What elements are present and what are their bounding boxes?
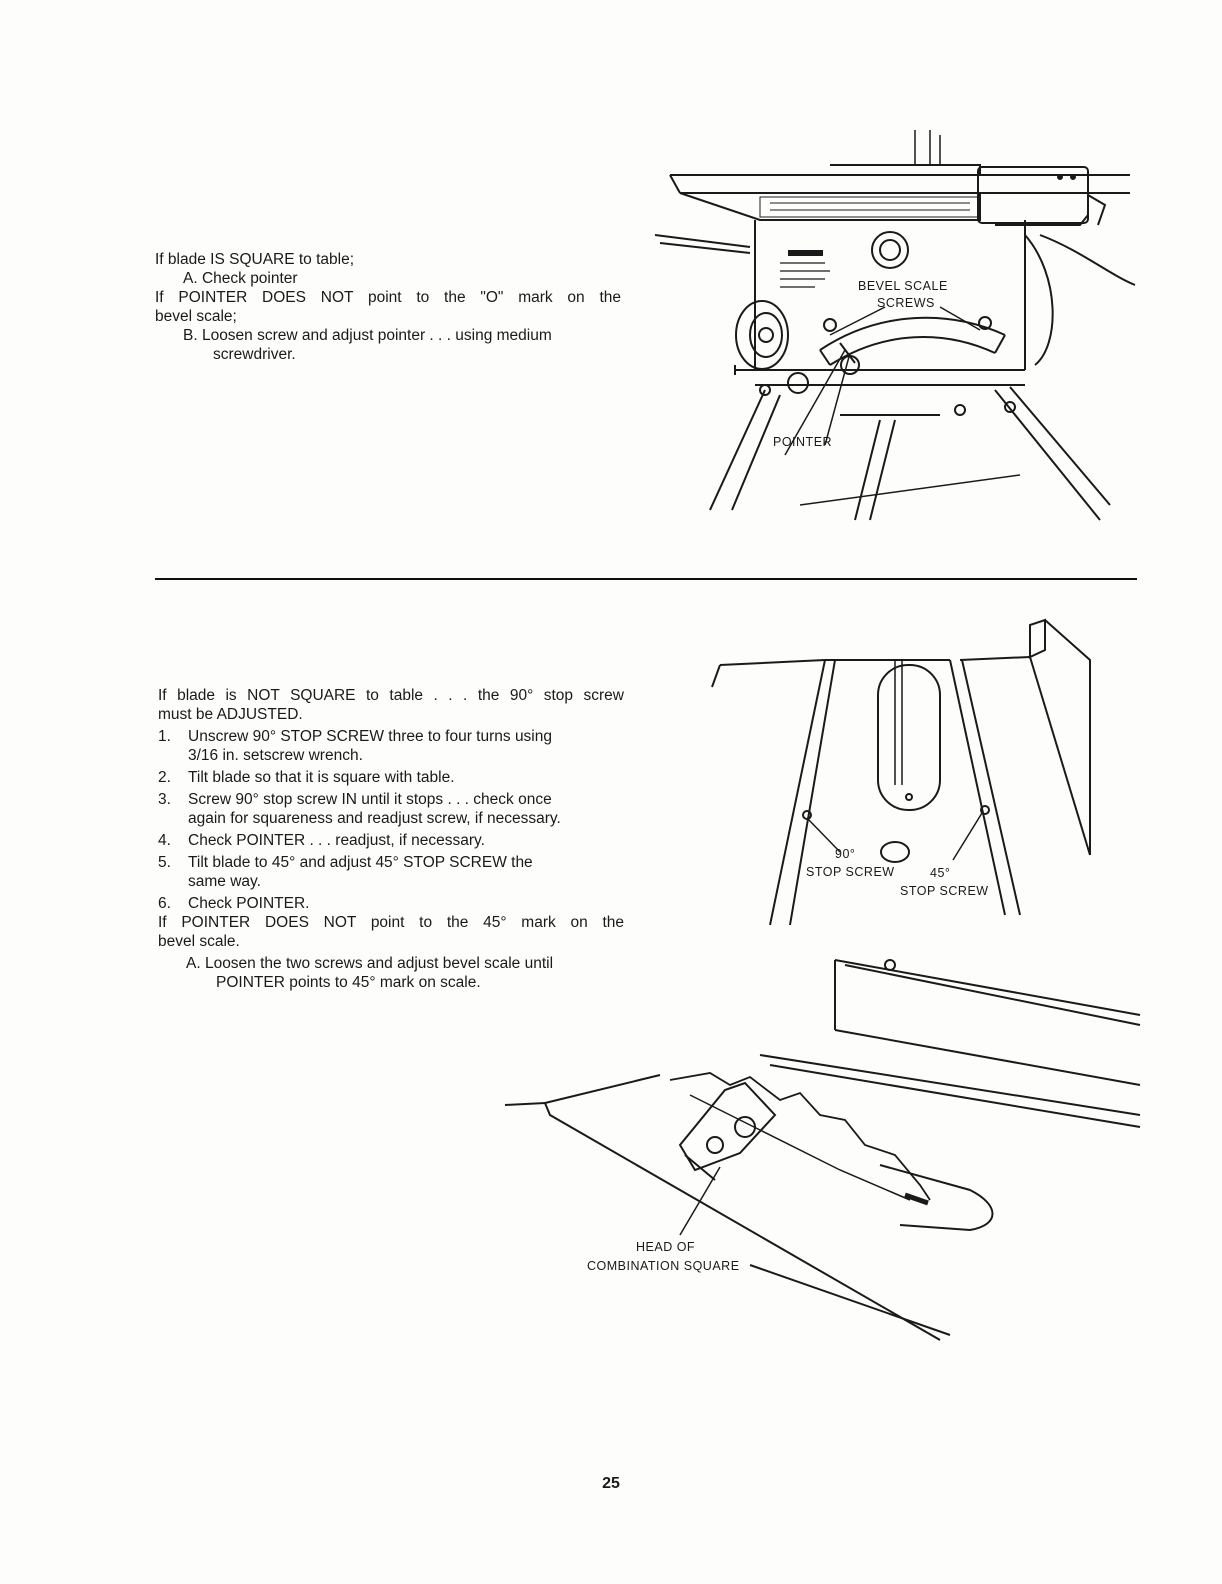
section-divider (155, 578, 1137, 580)
section-1-text (155, 250, 621, 364)
deg-45-label: 45° (930, 866, 951, 880)
step-text: Unscrew 90° STOP SCREW three to four turns using (188, 728, 552, 745)
text-line: B. Loosen screw and adjust pointer . . . using medium (183, 327, 552, 344)
stop-screw-illustration (710, 615, 1110, 935)
step-text: Tilt blade to 45° and adjust 45° STOP SCREW the (188, 854, 533, 871)
step-number: 1. (158, 728, 171, 745)
text-line: POINTER points to 45° mark on scale. (216, 974, 481, 991)
step-text: Tilt blade so that it is square with table. (188, 769, 455, 786)
combination-square-illustration (500, 955, 1150, 1345)
text-line: A. Check pointer (183, 270, 298, 287)
step-item (158, 768, 624, 787)
step-text: same way. (188, 873, 261, 890)
step-text: Check POINTER . . . readjust, if necessary. (188, 832, 485, 849)
text-line: If blade is NOT SQUARE to table . . . the 90° stop screw (158, 687, 624, 704)
page-number: 25 (602, 1475, 620, 1492)
text-line: must be ADJUSTED. (158, 706, 303, 723)
text-line: A. Loosen the two screws and adjust bevel scale until (186, 955, 554, 972)
step-item (158, 831, 624, 850)
step-text: Check POINTER. (188, 895, 310, 912)
step-number: 5. (158, 854, 171, 871)
stop-screw-45-label: STOP SCREW (900, 884, 989, 898)
text-line: If POINTER DOES NOT point to the "O" mark on the (155, 289, 621, 306)
text-line: bevel scale; (155, 308, 237, 325)
step-item (158, 853, 624, 891)
step-text: 3/16 in. setscrew wrench. (188, 747, 363, 764)
text-line: If POINTER DOES NOT point to the 45° mark on the (158, 914, 624, 931)
step-item (158, 894, 624, 913)
step-number: 4. (158, 832, 171, 849)
stop-screw-90-label: STOP SCREW (806, 865, 895, 879)
text-line: bevel scale. (158, 933, 240, 950)
step-text: Screw 90° stop screw IN until it stops . . . check once (188, 791, 552, 808)
bevel-scale-label: BEVEL SCALE (858, 279, 948, 293)
combination-square-label: COMBINATION SQUARE (587, 1259, 740, 1273)
deg-90-label: 90° (835, 847, 856, 861)
section-2-text (158, 686, 624, 992)
bevel-scale-illustration (640, 125, 1140, 535)
step-number: 3. (158, 791, 171, 808)
step-number: 2. (158, 769, 171, 786)
screws-label: SCREWS (877, 296, 935, 310)
text-line: If blade IS SQUARE to table; (155, 251, 355, 268)
step-number: 6. (158, 895, 171, 912)
step-text: again for squareness and readjust screw, if necessary. (188, 810, 561, 827)
text-line: screwdriver. (213, 346, 296, 363)
step-item (158, 790, 624, 828)
head-of-label: HEAD OF (636, 1240, 696, 1254)
step-item (158, 727, 624, 765)
pointer-label: POINTER (773, 435, 833, 449)
